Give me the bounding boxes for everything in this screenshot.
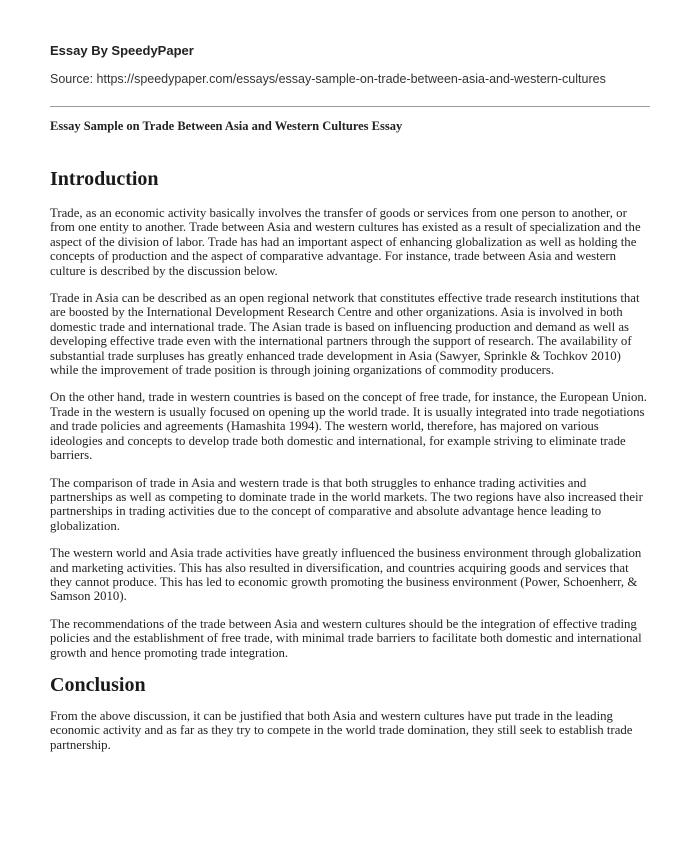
introduction-heading: Introduction (50, 168, 159, 190)
document-header (50, 42, 650, 88)
paragraph: Trade, as an economic activity basically involves the transfer of goods or services from one person to another, or from one entity to another. Trade between Asia and western cultures has existed as a result of specialization and the aspect of the division of labor. Trade has had an important aspect of enhancing globalization as well as holding the concepts of production and the aspect of comparative advantage. For instance, trade between Asia and western culture is described by the discussion below. (50, 206, 641, 278)
header-source: Source: https://speedypaper.com/essays/essay-sample-on-trade-between-asia-and-western-cultures (50, 72, 606, 86)
header-divider (50, 106, 650, 107)
introduction-section (50, 167, 650, 660)
paragraph: The comparison of trade in Asia and western trade is that both struggles to enhance trading activities and partnerships as well as competing to dominate trade in the world markets. The two regions have also increased their partnerships in trading activities due to the concept of comparative and absolute advantage hence leading to globalization. (50, 475, 643, 533)
paragraph: On the other hand, trade in western countries is based on the concept of free trade, for instance, the European Union. Trade in the western is usually focused on opening up the world trade. It is usually integrated into trade negotiations and trade policies and agreements (Hamashita 1994). The western world, therefore, has majored on various ideologies and concepts to develop trade both domestic and international, for example striving to eliminate trade barriers. (50, 390, 647, 463)
conclusion-heading: Conclusion (50, 673, 146, 696)
essay-title: Essay Sample on Trade Between Asia and Western Cultures Essay (50, 119, 403, 133)
paragraph: The western world and Asia trade activities have greatly influenced the business environment through globalization and marketing activities. This has also resulted in diversification, and countries acquiring goods and services that they cannot produce. This has led to economic growth promoting the business environment (Power, Schoenherr, & Samson 2010). (50, 546, 642, 604)
conclusion-section (50, 673, 650, 752)
paragraph: The recommendations of the trade between Asia and western cultures should be the integration of effective trading policies and the establishment of free trade, with minimal trade barriers to facilitate both domestic and international growth and hence promoting trade integration. (50, 616, 642, 660)
header-title: Essay By SpeedyPaper (50, 43, 194, 58)
paragraph: Trade in Asia can be described as an open regional network that constitutes effective trade research institutions that are boosted by the International Development Research Centre and other organizations. Asia is involved in both domestic trade and international trade. The Asian trade is based on influencing production and demand as well as developing effective trade even with the international partners through the support of research. The availability of substantial trade surpluses has greatly enhanced trade development in Asia (Sawyer, Sprinkle & Tochkov 2010) while the improvement of trade position is through joining organizations of commodity producers. (50, 291, 640, 378)
paragraph: From the above discussion, it can be justified that both Asia and western cultures have put trade in the leading economic activity and as far as they try to compete in the world trade domination, they still seek to establish trade partnership. (50, 708, 633, 752)
